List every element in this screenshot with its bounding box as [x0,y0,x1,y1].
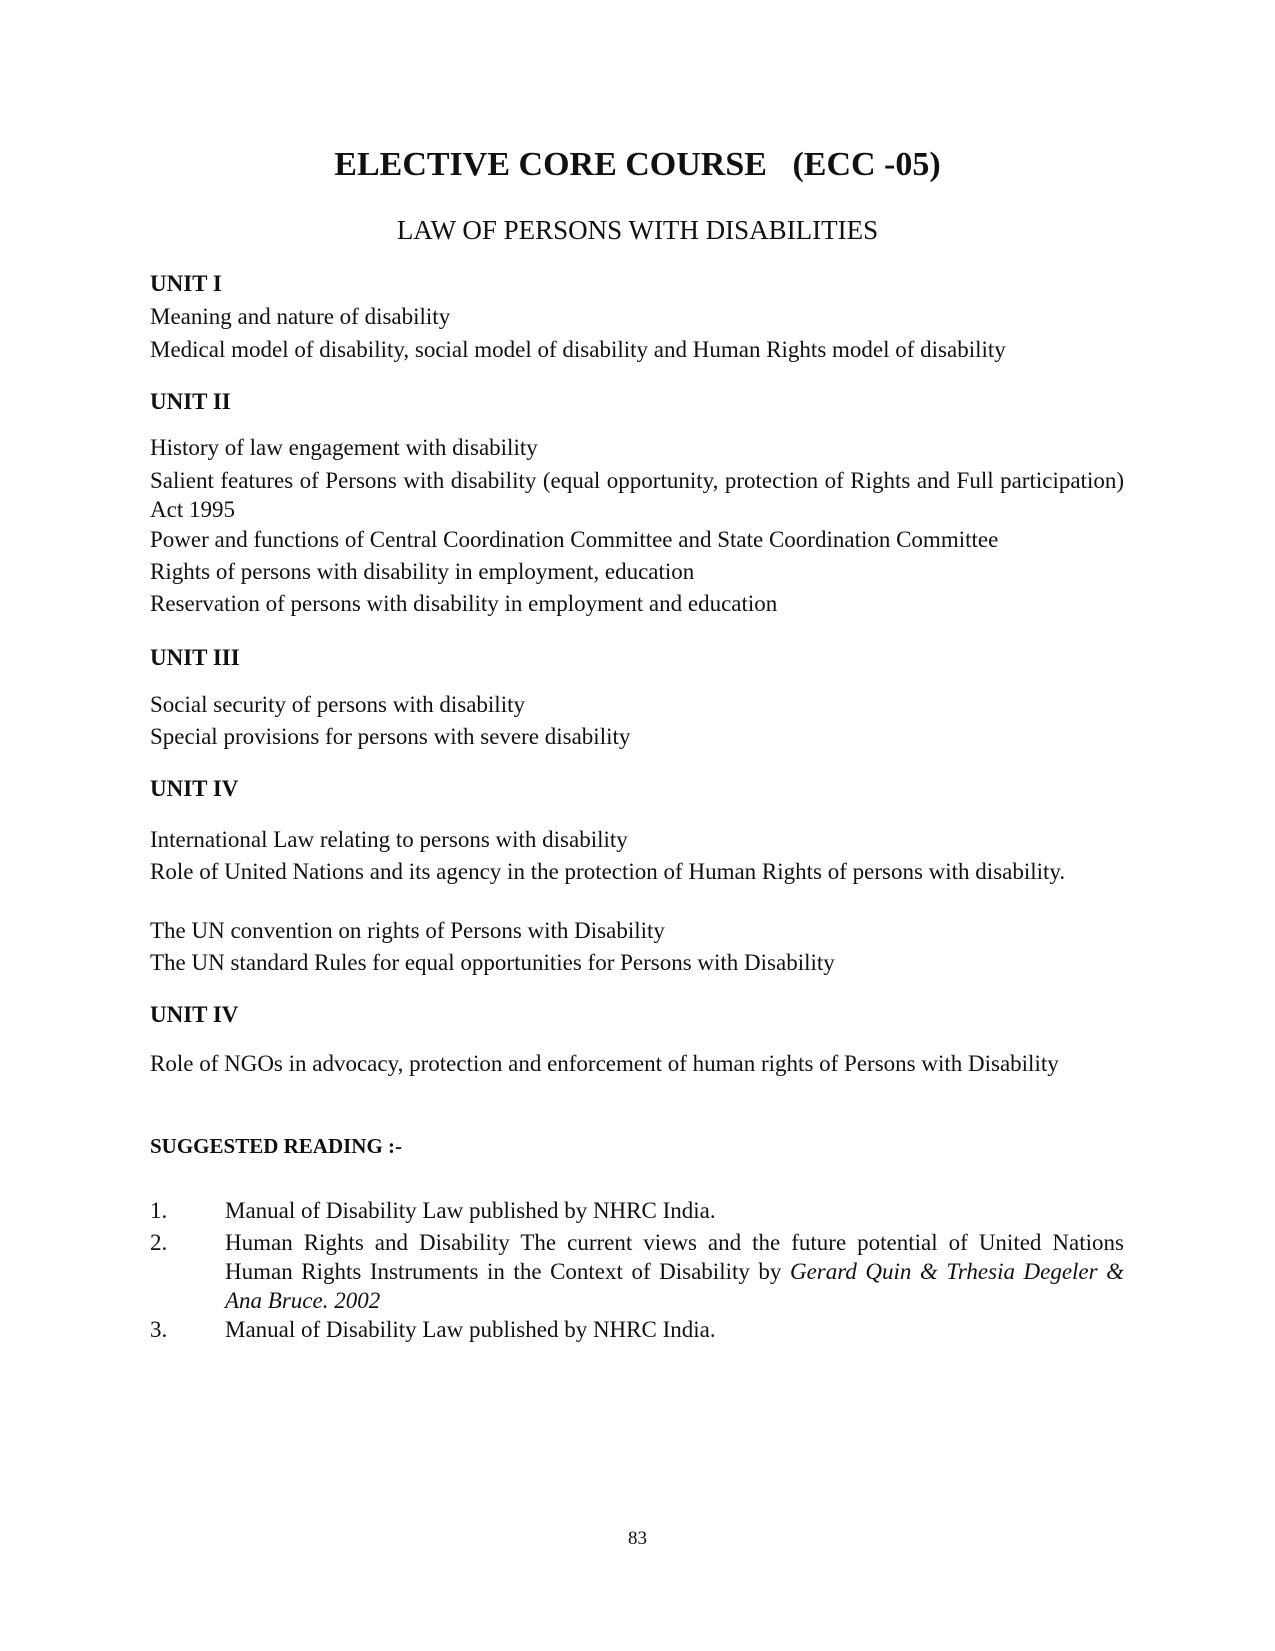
reading-item-number: 3. [150,1317,168,1342]
reading-item-text: Manual of Disability Law published by NHRC India. [225,1317,716,1342]
unit-2-heading: UNIT II [150,389,231,414]
unit-4-item: International Law relating to persons with disability [150,827,628,852]
reading-item-number: 1. [150,1198,168,1223]
reading-item-text: Manual of Disability Law published by NHRC India. [225,1198,716,1223]
unit-3-heading: UNIT III [150,645,240,670]
page-number: 83 [628,1528,647,1549]
unit-2-item: History of law engagement with disability [150,435,538,460]
unit-4-item: The UN standard Rules for equal opportunities for Persons with Disability [150,950,835,975]
unit-5-item: Role of NGOs in advocacy, protection and enforcement of human rights of Persons with Disability [150,1051,1059,1076]
reading-item-number: 2. [150,1230,168,1255]
page-title: ELECTIVE CORE COURSE (ECC -05) [334,146,941,183]
reading-item-text [225,1228,1124,1315]
page-subtitle: LAW OF PERSONS WITH DISABILITIES [396,215,879,245]
unit-1-item: Meaning and nature of disability [150,304,451,329]
unit-2-item: Rights of persons with disability in employment, education [150,559,695,584]
unit-2-item: Power and functions of Central Coordination Committee and State Coordination Committee [150,527,999,552]
unit-1-item: Medical model of disability, social model of disability and Human Rights model of disability [150,337,1006,362]
unit-4-item: The UN convention on rights of Persons with Disability [150,918,665,943]
unit-1-heading: UNIT I [150,271,222,296]
unit-5-heading: UNIT IV [150,1002,239,1027]
unit-4-item: Role of United Nations and its agency in the protection of Human Rights of persons with disability. [150,859,1066,884]
reading-item-authors: Gerard Quin & Trhesia Degeler & Ana Bruce. 2002 [225,1259,1125,1313]
unit-4-heading: UNIT IV [150,776,239,801]
unit-3-item: Social security of persons with disability [150,692,525,717]
unit-2-item: Salient features of Persons with disability (equal opportunity, protection of Rights and Full participation) Act 1995 [150,468,1124,522]
unit-3-item: Special provisions for persons with severe disability [150,724,631,749]
suggested-reading-heading: SUGGESTED READING :- [150,1134,403,1158]
unit-2-item: Reservation of persons with disability in employment and education [150,591,778,616]
reading-item-title: Human Rights and Disability The current views and the future potential of United Nations Human Rights Instruments in the Context of Disability by [225,1230,1124,1284]
